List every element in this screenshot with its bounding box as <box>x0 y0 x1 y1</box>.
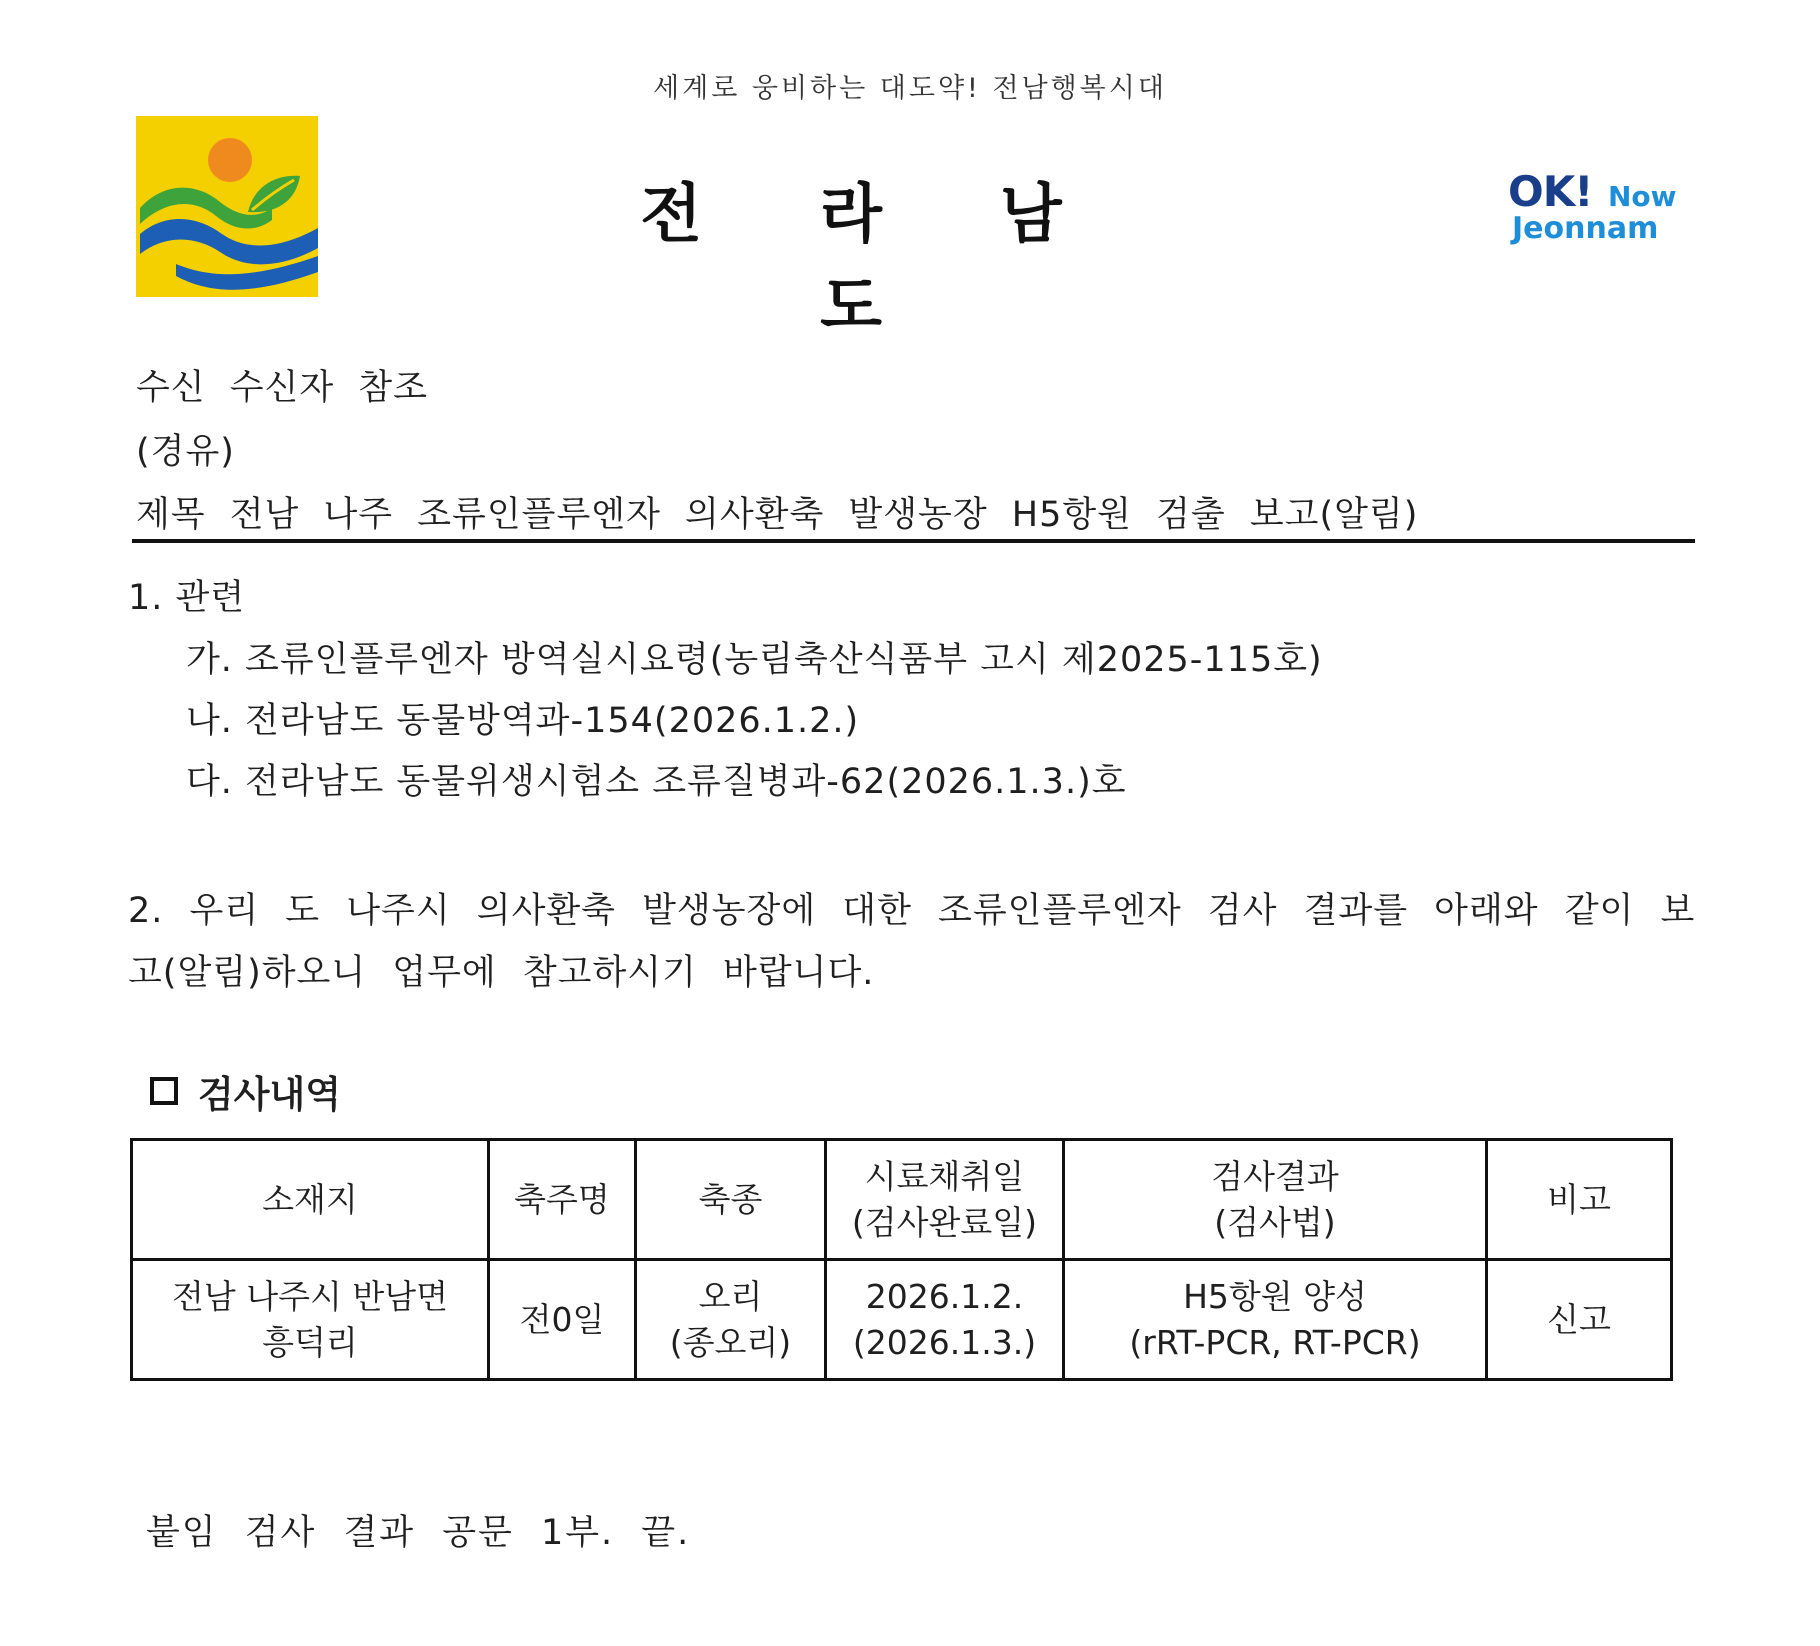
emblem-sun <box>208 138 252 182</box>
slogan: 세계로 웅비하는 대도약! 전남행복시대 <box>653 73 1167 104</box>
cell-sample-date: 2026.1.2. (2026.1.3.) <box>826 1260 1064 1380</box>
recipient-line: 수신 수신자 참조 <box>136 368 428 408</box>
logo-ok-text: OK! <box>1508 167 1593 216</box>
logo-jeonnam-text: Jeonnam <box>1512 211 1659 246</box>
table-header-row <box>132 1140 1672 1260</box>
cell-location: 전남 나주시 반남면 흥덕리 <box>132 1260 489 1380</box>
ok-now-jeonnam-logo <box>1508 167 1690 250</box>
section2-paragraph: 2. 우리 도 나주시 의사환축 발생농장에 대한 조류인플루엔자 검사 결과를 아래와 같이 보고(알림)하오니 업무에 참고하시기 바랍니다. <box>128 891 1696 993</box>
table-row <box>132 1260 1672 1380</box>
related-item-1: 가. 조류인플루엔자 방역실시요령(농림축산식품부 고시 제2025-115호) <box>186 640 1323 680</box>
col-header-species: 축종 <box>636 1140 826 1260</box>
subject-line: 제목 전남 나주 조류인플루엔자 의사환축 발생농장 H5항원 검출 보고(알림) <box>136 495 1419 535</box>
organization-title: 전라남도 <box>640 178 1180 344</box>
jeonnam-emblem-logo <box>136 116 318 297</box>
cell-result: H5항원 양성 (rRT-PCR, RT-PCR) <box>1064 1260 1487 1380</box>
col-header-location: 소재지 <box>132 1140 489 1260</box>
logo-now-text: Now <box>1608 180 1677 213</box>
inspection-heading <box>150 1064 341 1118</box>
related-item-2: 나. 전라남도 동물방역과-154(2026.1.2.) <box>186 701 860 741</box>
checkbox-square-icon <box>150 1077 178 1105</box>
cell-remarks: 신고 <box>1487 1260 1672 1380</box>
col-header-owner: 축주명 <box>489 1140 636 1260</box>
cell-species: 오리 (종오리) <box>636 1260 826 1380</box>
section1-heading: 1. 관련 <box>128 578 246 618</box>
inspection-heading-text: 검사내역 <box>198 1073 341 1116</box>
subject-divider <box>132 539 1695 543</box>
attachment-line: 붙임 검사 결과 공문 1부. 끝. <box>146 1513 691 1553</box>
col-header-result: 검사결과 (검사법) <box>1064 1140 1487 1260</box>
via-line: (경유) <box>136 432 235 472</box>
inspection-table <box>130 1138 1673 1381</box>
related-item-3: 다. 전라남도 동물위생시험소 조류질병과-62(2026.1.3.)호 <box>186 762 1127 802</box>
cell-owner: 전0일 <box>489 1260 636 1380</box>
col-header-remarks: 비고 <box>1487 1140 1672 1260</box>
col-header-sample-date: 시료채취일 (검사완료일) <box>826 1140 1064 1260</box>
